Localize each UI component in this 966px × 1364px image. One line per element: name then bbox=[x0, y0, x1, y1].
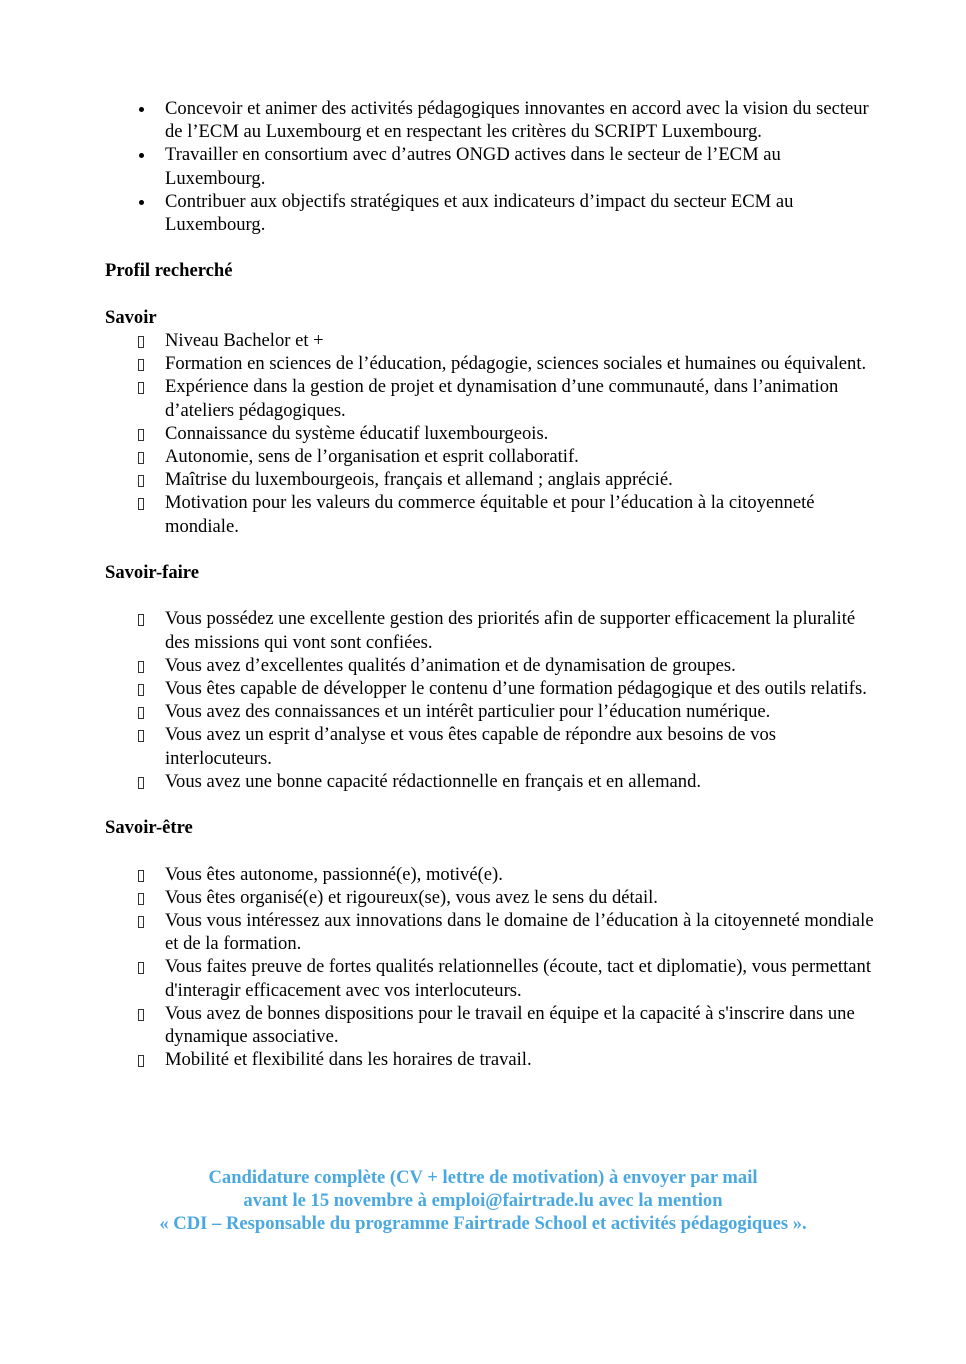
savoir-list bbox=[105, 329, 875, 538]
list-item bbox=[105, 955, 875, 1001]
list-item bbox=[105, 607, 875, 653]
list-item-text: Vous avez de bonnes dispositions pour le travail en équipe et la capacité à s'inscrire dans une dynamique associative. bbox=[165, 1002, 855, 1048]
list-item-text: Vous possédez une excellente gestion des priorités afin de supporter efficacement la pluralité des missions qui vont sont confiées. bbox=[165, 608, 856, 653]
list-item-text: Maîtrise du luxembourgeois, français et allemand ; anglais apprécié. bbox=[165, 469, 673, 491]
list-item bbox=[105, 422, 875, 445]
list-item-text: Contribuer aux objectifs stratégiques et aux indicateurs d’impact du secteur ECM au Luxembourg. bbox=[165, 190, 794, 236]
list-item-text: Travailler en consortium avec d’autres ONGD actives dans le secteur de l’ECM au Luxembourg. bbox=[165, 144, 781, 189]
list-item-text: Concevoir et animer des activités pédagogiques innovantes en accord avec la vision du secteur de l’ECM au Luxembourg et en respectant les critères du SCRIPT Luxembourg. bbox=[165, 98, 869, 143]
cta-line-2: avant le 15 novembre à emploi@fairtrade.lu avec la mention bbox=[243, 1190, 723, 1212]
list-item-text: Autonomie, sens de l’organisation et esprit collaboratif. bbox=[165, 446, 579, 468]
savoir-etre-heading: Savoir-être bbox=[105, 817, 193, 839]
list-item bbox=[105, 97, 875, 143]
list-item bbox=[105, 770, 875, 793]
list-item bbox=[105, 445, 875, 468]
list-item-text: Expérience dans la gestion de projet et dynamisation d’une communauté, dans l’animation d’ateliers pédagogiques. bbox=[165, 376, 839, 421]
list-item-text: Vous avez une bonne capacité rédactionnelle en français et en allemand. bbox=[165, 770, 702, 792]
savoir-heading: Savoir bbox=[105, 306, 157, 328]
list-item bbox=[105, 329, 875, 352]
list-item-text: Connaissance du système éducatif luxembourgeois. bbox=[165, 422, 549, 444]
list-item-text: Mobilité et flexibilité dans les horaires de travail. bbox=[165, 1049, 532, 1071]
list-item bbox=[105, 700, 875, 723]
list-item bbox=[105, 723, 875, 769]
savoir-faire-list bbox=[105, 607, 875, 793]
list-item bbox=[105, 143, 875, 189]
list-item bbox=[105, 886, 875, 909]
list-item bbox=[105, 468, 875, 491]
document-page bbox=[105, 97, 875, 1071]
list-item-text: Niveau Bachelor et + bbox=[165, 330, 324, 351]
list-item bbox=[105, 1048, 875, 1071]
list-item bbox=[105, 863, 875, 886]
list-item bbox=[105, 375, 875, 421]
list-item-text: Vous avez un esprit d’analyse et vous êtes capable de répondre aux besoins de vos interlocuteurs. bbox=[165, 724, 776, 769]
profil-heading: Profil recherché bbox=[105, 260, 233, 282]
list-item bbox=[105, 190, 875, 236]
list-item bbox=[105, 677, 875, 700]
list-item-text: Motivation pour les valeurs du commerce équitable et pour l’éducation à la citoyenneté mondiale. bbox=[165, 492, 815, 537]
list-item bbox=[105, 909, 875, 955]
list-item bbox=[105, 491, 875, 537]
list-item bbox=[105, 1002, 875, 1048]
savoir-faire-heading: Savoir-faire bbox=[105, 562, 199, 584]
list-item-text: Vous êtes organisé(e) et rigoureux(se), vous avez le sens du détail. bbox=[165, 886, 658, 908]
list-item-text: Vous êtes capable de développer le contenu d’une formation pédagogique et des outils relatifs. bbox=[165, 678, 867, 700]
missions-list bbox=[105, 97, 875, 236]
list-item-text: Vous avez d’excellentes qualités d’animation et de dynamisation de groupes. bbox=[165, 654, 736, 676]
list-item bbox=[105, 654, 875, 677]
list-item-text: Vous êtes autonome, passionné(e), motivé(e). bbox=[165, 863, 503, 885]
application-instructions bbox=[0, 1166, 966, 1236]
list-item-text: Formation en sciences de l’éducation, pédagogie, sciences sociales et humaines ou équivalent. bbox=[165, 353, 867, 375]
list-item bbox=[105, 352, 875, 375]
savoir-etre-list bbox=[105, 863, 875, 1072]
list-item-text: Vous faites preuve de fortes qualités relationnelles (écoute, tact et diplomatie), vous permettant d'interagir efficacement avec vos interlocuteurs. bbox=[165, 956, 871, 1001]
list-item-text: Vous avez des connaissances et un intérêt particulier pour l’éducation numérique. bbox=[165, 701, 771, 723]
cta-line-3: « CDI – Responsable du programme Fairtrade School et activités pédagogiques ». bbox=[159, 1213, 807, 1235]
list-item-text: Vous vous intéressez aux innovations dans le domaine de l’éducation à la citoyenneté mondiale et de la formation. bbox=[165, 910, 874, 955]
cta-line-1: Candidature complète (CV + lettre de motivation) à envoyer par mail bbox=[208, 1167, 758, 1188]
